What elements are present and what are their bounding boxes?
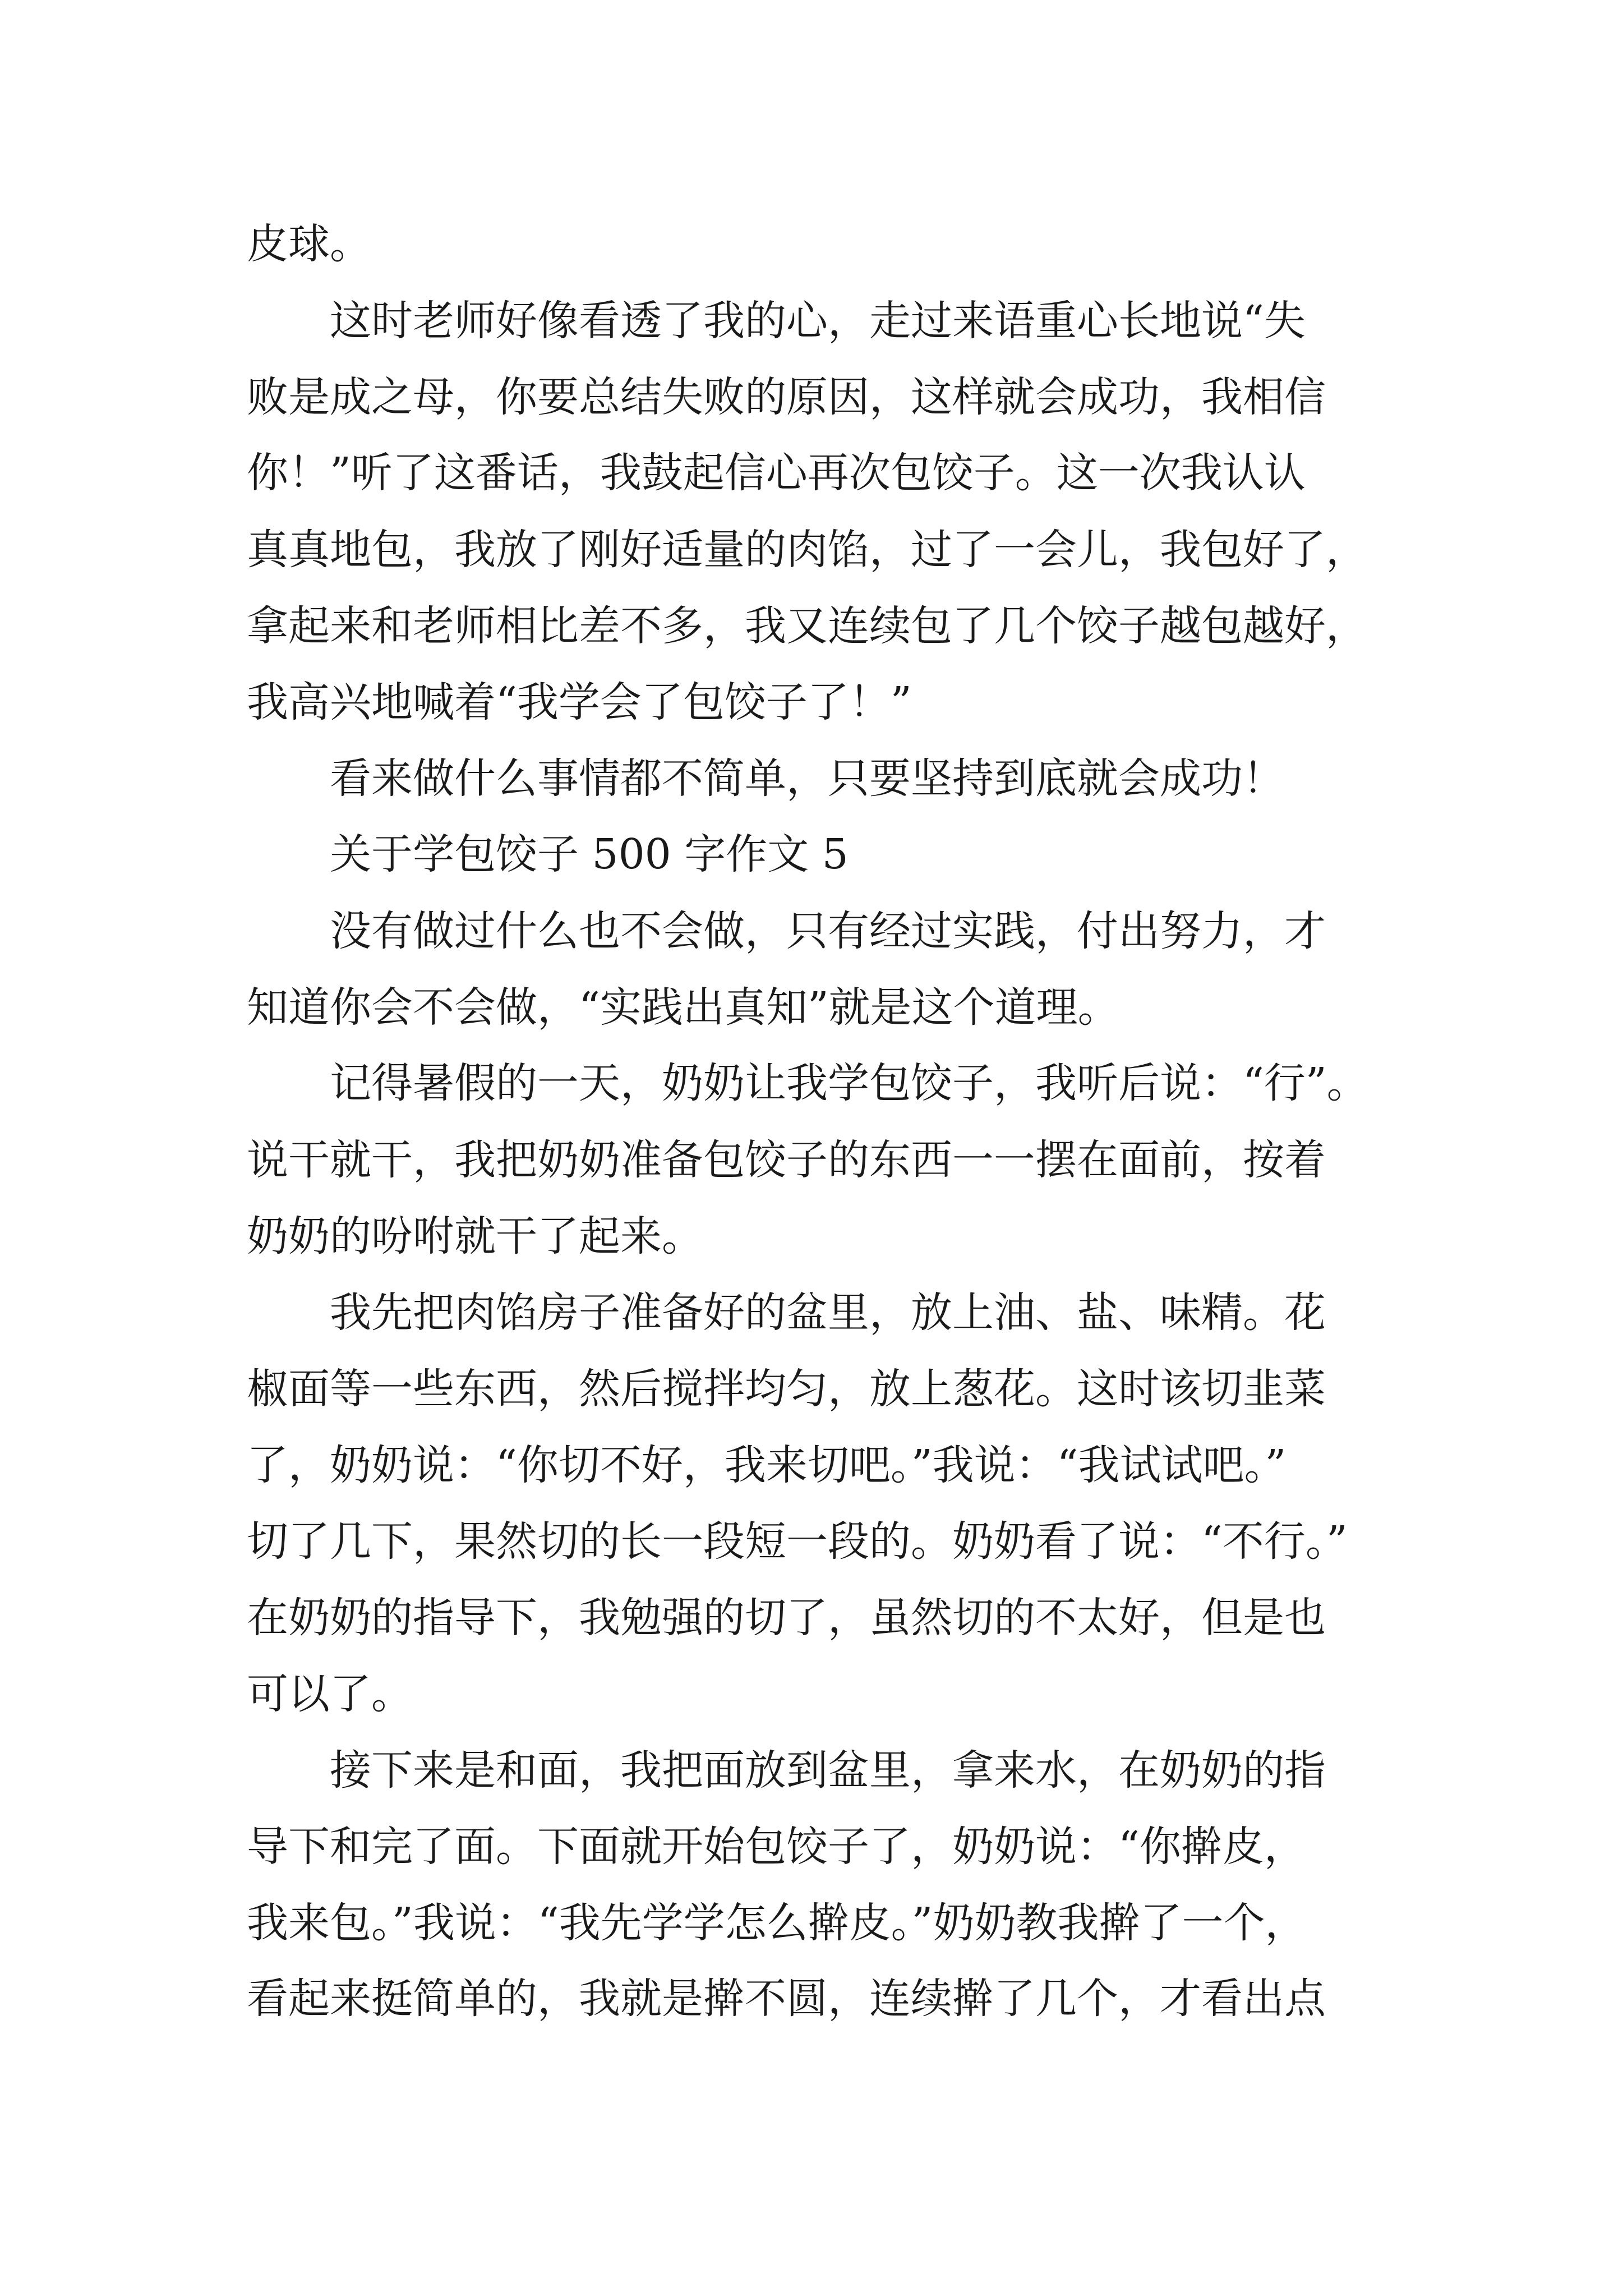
section-heading: 关于学包饺子 500 字作文 5 <box>330 830 849 878</box>
text-line: 切了几下，果然切的长一段短一段的。奶奶看了说：“不行。” <box>247 1517 1348 1566</box>
text-line: 说干就干，我把奶奶准备包饺子的东西一一摆在面前，按着 <box>247 1136 1326 1184</box>
paragraph-first-line: 这时老师好像看透了我的心，走过来语重心长地说“失 <box>330 297 1306 345</box>
paragraph-first-line: 我先把肉馅房子准备好的盆里，放上油、盐、味精。花 <box>330 1289 1326 1337</box>
text-line: 在奶奶的指导下，我勉强的切了，虽然切的不太好，但是也 <box>247 1594 1326 1642</box>
text-line: 奶奶的吩咐就干了起来。 <box>247 1212 703 1260</box>
text-line: 可以了。 <box>247 1670 413 1718</box>
text-line: 了，奶奶说：“你切不好，我来切吧。”我说：“我试试吧。” <box>247 1441 1287 1489</box>
text-line: 我来包。”我说：“我先学学怎么擀皮。”奶奶教我擀了一个， <box>247 1899 1307 1947</box>
text-line: 真真地包，我放了刚好适量的肉馅，过了一会儿，我包好了， <box>247 526 1367 574</box>
text-line: 知道你会不会做，“实践出真知”就是这个道理。 <box>247 983 1119 1032</box>
text-line: 椒面等一些东西，然后搅拌均匀，放上葱花。这时该切韭菜 <box>247 1365 1326 1413</box>
paragraph-first-line: 接下来是和面，我把面放到盆里，拿来水，在奶奶的指 <box>330 1746 1326 1795</box>
text-line: 败是成之母，你要总结失败的原因，这样就会成功，我相信 <box>247 373 1326 421</box>
text-line: 你！”听了这番话，我鼓起信心再次包饺子。这一次我认认 <box>247 449 1306 497</box>
text-line: 看起来挺简单的，我就是擀不圆，连续擀了几个，才看出点 <box>247 1975 1326 2023</box>
text-line: 拿起来和老师相比差不多，我又连续包了几个饺子越包越好， <box>247 602 1367 650</box>
paragraph-first-line: 没有做过什么也不会做，只有经过实践，付出努力，才 <box>330 907 1326 955</box>
text-line: 导下和完了面。下面就开始包饺子了，奶奶说：“你擀皮， <box>247 1823 1306 1871</box>
text-line: 我高兴地喊着“我学会了包饺子了！” <box>247 678 912 726</box>
text-line: 皮球。 <box>247 220 371 268</box>
paragraph-first-line: 记得暑假的一天，奶奶让我学包饺子，我听后说：“行”。 <box>330 1059 1368 1107</box>
paragraph-first-line: 看来做什么事情都不简单，只要坚持到底就会成功！ <box>330 754 1284 803</box>
